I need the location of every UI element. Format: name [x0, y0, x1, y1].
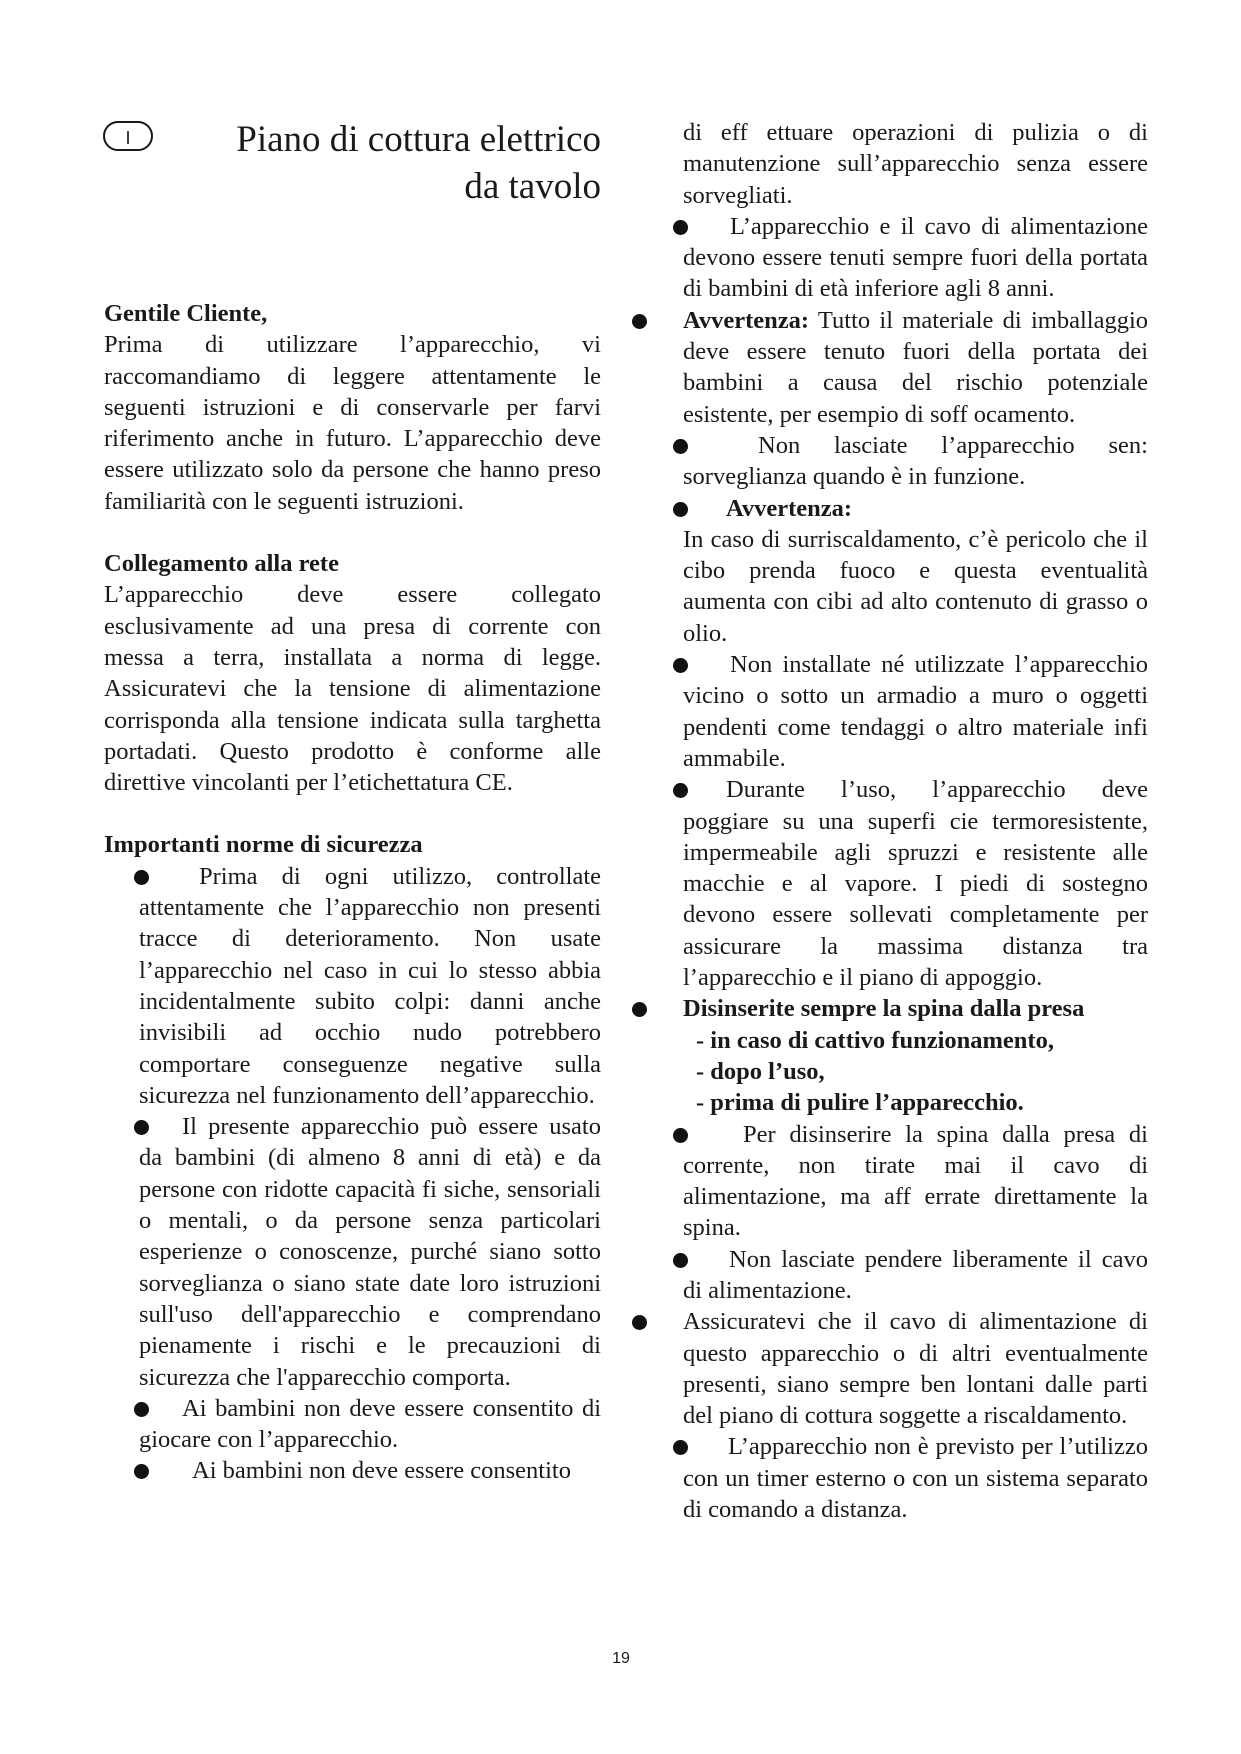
greeting: Gentile Cliente,: [104, 300, 268, 327]
right-column: [683, 117, 1148, 1525]
network-heading: Collegamento alla rete: [104, 550, 339, 578]
list-item: Il presente apparecchio può essere usato da bambini (di almeno 8 anni di età) e da persone con ridotte capacità fi siche, sensoriali o mentali, o da persone senza particolari esperienze o conoscenze, purché siano sotto sorveglianza o siano state date loro istruzioni sull'uso dell'apparecchio e comprendano pienamente i rischi e le precauzioni di sicurezza che l'apparecchio comporta.: [104, 1111, 601, 1393]
warning-paragraph: In caso di surriscaldamento, c’è pericolo che il cibo prenda fuoco e questa eventualità aumenta con cibi ad alto contenuto di grasso o olio.: [683, 525, 1148, 647]
list-item: Avvertenza: Tutto il materiale di imballaggio deve essere tenuto fuori della portata dei bambini a causa del rischio potenziale esistente, per esempio di soff ocamento.: [683, 305, 1148, 430]
bullet-icon: [673, 658, 688, 673]
list-item: Assicuratevi che il cavo di alimentazione di questo apparecchio o di altri eventualmente presenti, siano sempre ben lontani dalle parti del piano di cottura soggette a riscaldamento.: [683, 1306, 1148, 1431]
bullet-icon: [632, 1315, 647, 1330]
list-item: Ai bambini non deve essere consentito: [104, 1455, 601, 1486]
bullet-icon: [134, 1464, 149, 1479]
intro-paragraph: Prima di utilizzare l’apparecchio, vi raccomandiamo di leggere attentamente le seguenti istruzioni e di conservarle per farvi riferimento anche in futuro. L’apparecchio deve essere utilizzato solo da persone che hanno preso familiarità con le seguenti istruzioni.: [104, 331, 601, 515]
list-item: Disinserite sempre la spina dalla presa: [683, 993, 1148, 1024]
list-item: Non installate né utilizzate l’apparecchio vicino o sotto un armadio a muro o oggetti pendenti come tendaggi o altro materiale infi ammabile.: [683, 649, 1148, 774]
list-item: Avvertenza:: [683, 493, 1148, 524]
bullet-icon: [632, 1002, 647, 1017]
bullet-icon: [673, 1440, 688, 1455]
list-item: Non lasciate pendere liberamente il cavo di alimentazione.: [683, 1244, 1148, 1307]
sub-item: - dopo l’uso,: [696, 1057, 825, 1085]
network-paragraph: L’apparecchio deve essere collegato esclusivamente ad una presa di corrente con messa a terra, installata a norma di legge. Assicuratevi che la tensione di alimentazione corrisponda alla tensione indicata sulla targhetta portadati. Questo prodotto è conforme alle direttive vincolanti per l’etichettatura CE.: [104, 581, 601, 797]
sub-item: - prima di pulire l’apparecchio.: [696, 1089, 1024, 1117]
list-item: L’apparecchio non è previsto per l’utilizzo con un timer esterno o con un sistema separato di comando a distanza.: [683, 1431, 1148, 1525]
list-item: Prima di ogni utilizzo, controllate attentamente che l’apparecchio non presenti tracce di deterioramento. Non usate l’apparecchio nel caso in cui lo stesso abbia incidentalmente subito colpi: danni anche invisibili ad occhio nudo potrebbero comportare conseguenze negative sulla sicurezza nel funzionamento dell’apparecchio.: [104, 861, 601, 1111]
language-badge: I: [103, 121, 153, 151]
bullet-icon: [673, 783, 688, 798]
safety-list: [104, 861, 601, 1487]
list-item: Non lasciate l’apparecchio sen: sorveglianza quando è in funzione.: [683, 430, 1148, 493]
bullet-icon: [134, 870, 149, 885]
bullet-icon: [673, 439, 688, 454]
list-item: Ai bambini non deve essere consentito di giocare con l’apparecchio.: [104, 1393, 601, 1456]
list-item: Durante l’uso, l’apparecchio deve poggiare su una superfi cie termoresistente, impermeabile agli spruzzi e resistente alle macchie e al vapore. I piedi di sostegno devono essere sollevati completamente per assicurare la massima distanza tra l’apparecchio e il piano di appoggio.: [683, 774, 1148, 993]
title-line-2: da tavolo: [464, 166, 601, 207]
sub-item: - in caso di cattivo funzionamento,: [696, 1026, 1054, 1054]
page-title: [190, 116, 601, 210]
bullet-icon: [673, 502, 688, 517]
page-number: 19: [612, 1650, 630, 1667]
continuation-paragraph: di eff ettuare operazioni di pulizia o di manutenzione sull’apparecchio senza essere sorvegliati.: [683, 119, 1148, 209]
bullet-icon: [673, 1253, 688, 1268]
bullet-icon: [134, 1402, 149, 1417]
left-column: [104, 298, 601, 1487]
title-line-1: Piano di cottura elettrico: [236, 119, 601, 160]
bullet-icon: [673, 220, 688, 235]
bullet-icon: [632, 314, 647, 329]
list-item: L’apparecchio e il cavo di alimentazione devono essere tenuti sempre fuori della portata di bambini di età inferiore agli 8 anni.: [683, 211, 1148, 305]
bullet-icon: [673, 1128, 688, 1143]
list-item: Per disinserire la spina dalla presa di corrente, non tirate mai il cavo di alimentazione, ma aff errate direttamente la spina.: [683, 1119, 1148, 1244]
bullet-icon: [134, 1120, 149, 1135]
safety-heading: Importanti norme di sicurezza: [104, 831, 423, 859]
